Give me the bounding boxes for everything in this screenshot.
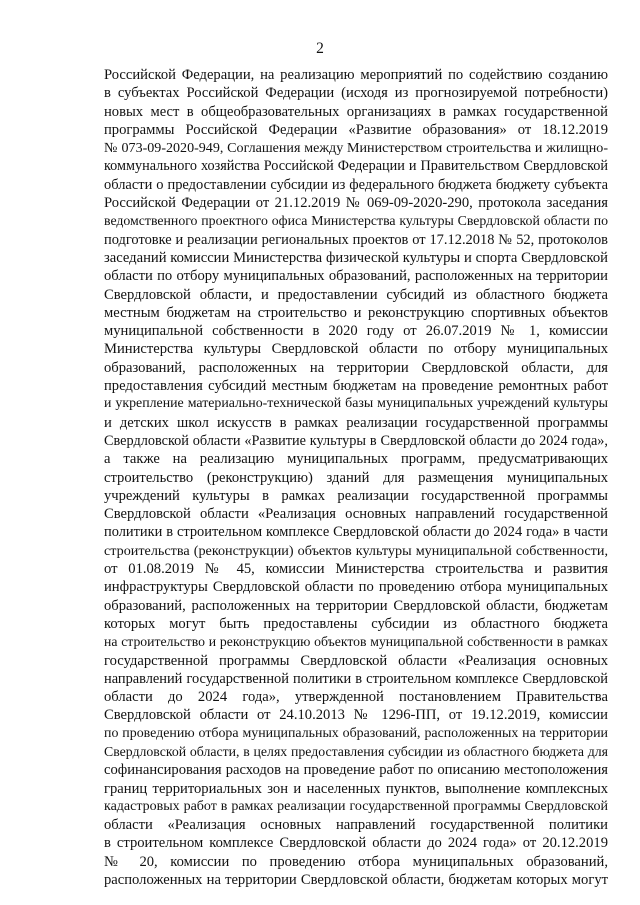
text-line: строительство (реконструкцию) зданий для размещения муниципальных <box>104 469 608 486</box>
text-line: Министерства культуры Свердловской области по отбору муниципальных <box>104 341 608 358</box>
text-line: области о предоставлении субсидии из федерального бюджета бюджету субъекта <box>104 176 608 193</box>
text-line: расположенных на территории Свердловской области, бюджетам которых могут <box>104 872 608 889</box>
text-line: от 01.08.2019 № 45, комиссии Министерства строительства и развития <box>104 561 608 578</box>
text-line: области по отбору муниципальных образований, расположенных на территории <box>104 268 608 285</box>
text-line: политики в строительном комплексе Свердловской области до 2024 года» в части <box>104 524 608 541</box>
text-line: подготовке и реализации региональных проектов от 17.12.2018 № 52, протоколов <box>104 231 608 248</box>
text-line: границ территориальных зон и населенных пунктов, выполнение комплексных <box>104 780 608 797</box>
text-line: направлений государственной политики в строительном комплексе Свердловской <box>104 670 608 687</box>
text-line: в строительном комплексе Свердловской области до 2024 года» от 20.12.2019 <box>104 835 608 852</box>
text-line: Российской Федерации от 21.12.2019 № 069-09-2020-290, протокола заседания <box>104 195 608 212</box>
text-line: заседаний комиссии Министерства физической культуры и спорта Свердловской <box>104 249 608 266</box>
text-line: строительства (реконструкции) объектов культуры муниципальной собственности, <box>104 542 608 559</box>
text-line: муниципальной собственности в 2020 году от 26.07.2019 № 1, комиссии <box>104 323 608 340</box>
text-line: Свердловской области, и предоставлении субсидий из областного бюджета <box>104 286 608 303</box>
text-line: № 073-09-2020-949, Соглашения между Министерством строительства и жилищно- <box>104 140 608 157</box>
text-line: Российской Федерации, на реализацию мероприятий по содействию созданию <box>104 67 608 83</box>
text-line: Свердловской области, в целях предоставления субсидии из областного бюджета для <box>104 743 608 759</box>
text-line: образований, расположенных на территории Свердловской области, для <box>104 359 608 376</box>
text-line: области «Реализация основных направлений государственной политики <box>104 817 608 834</box>
text-line: Свердловской области «Развитие культуры в Свердловской области до 2024 года», <box>104 432 608 449</box>
text-line: и детских школ искусств в рамках реализации государственной программы <box>104 414 608 431</box>
text-line: инфраструктуры Свердловской области по проведению отбора муниципальных <box>104 579 608 596</box>
text-line: предоставления субсидий местным бюджетам на проведение ремонтных работ <box>104 378 608 395</box>
text-line: учреждений культуры в рамках реализации государственной программы <box>104 487 608 504</box>
text-line: государственной программы Свердловской области «Реализация основных <box>104 652 608 669</box>
text-line: коммунального хозяйства Российской Федерации и Правительством Свердловской <box>104 158 608 175</box>
text-line: по проведению отбора муниципальных образований, расположенных на территории <box>104 725 608 741</box>
text-line: которых могут быть предоставлены субсидии из областного бюджета <box>104 615 608 632</box>
text-line: образований, расположенных на территории Свердловской области, бюджетам <box>104 597 608 614</box>
text-line: № 20, комиссии по проведению отбора муниципальных образований, <box>104 853 608 870</box>
text-line: а также на реализацию муниципальных программ, предусматривающих <box>104 451 608 468</box>
text-line: новых мест в общеобразовательных организациях в рамках государственной <box>104 103 608 120</box>
text-line: софинансирования расходов на проведение работ по описанию местоположения <box>104 762 608 779</box>
text-line: на строительство и реконструкцию объектов муниципальной собственности в рамках <box>104 634 608 650</box>
page-number: 2 <box>316 40 324 57</box>
text-line: и укрепление материально-технической базы муниципальных учреждений культуры <box>104 396 608 412</box>
text-line: кадастровых работ в рамках реализации государственной программы Свердловской <box>104 798 608 814</box>
text-line: программы Российской Федерации «Развитие образования» от 18.12.2019 <box>104 121 608 138</box>
text-line: Свердловской области от 24.10.2013 № 1296-ПП, от 19.12.2019, комиссии <box>104 707 608 724</box>
document-body-text <box>104 66 608 889</box>
text-line: области до 2024 года», утвержденной постановлением Правительства <box>104 689 608 706</box>
text-line: в субъектах Российской Федерации (исходя из прогнозируемой потребности) <box>104 85 608 102</box>
text-line: Свердловской области «Реализация основных направлений государственной <box>104 506 608 523</box>
text-line: ведомственного проектного офиса Министерства культуры Свердловской области по <box>104 213 608 229</box>
text-line: местным бюджетам на строительство и реконструкцию спортивных объектов <box>104 304 608 321</box>
